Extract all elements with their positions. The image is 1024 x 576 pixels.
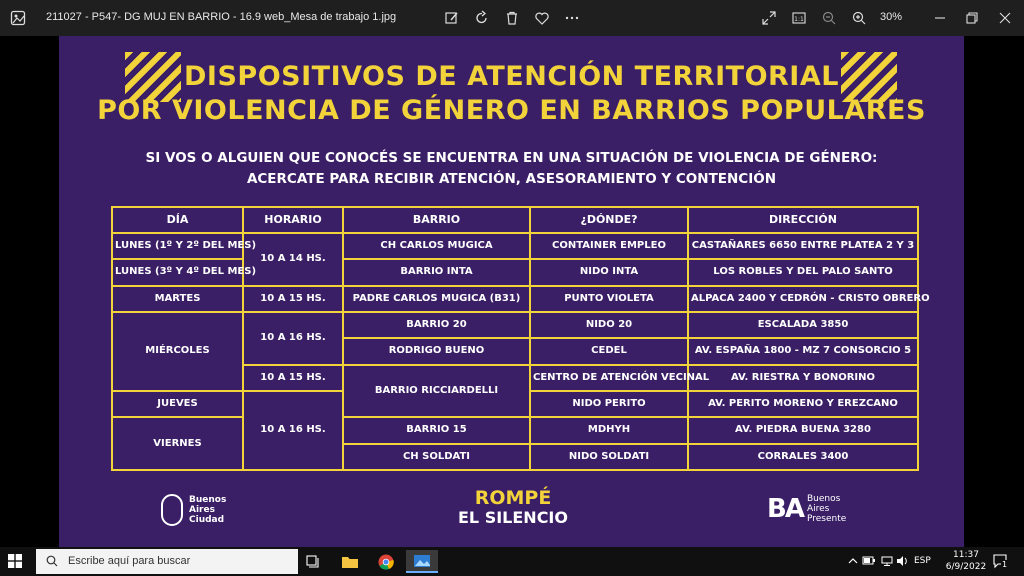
poster-title-line1: DISPOSITIVOS DE ATENCIÓN TERRITORIAL [184, 61, 839, 92]
photos-taskbar-button[interactable] [406, 550, 438, 573]
logo-text-silencio: EL SILENCIO [458, 508, 568, 527]
logo-text: Aires [189, 505, 215, 515]
donde-cell: CEDEL [530, 338, 688, 364]
photos-icon [413, 554, 431, 568]
poster-subtitle [59, 148, 964, 190]
schedule-table [111, 206, 930, 471]
table-header-row [112, 207, 918, 233]
hours-cell: 10 A 15 HS. [243, 365, 343, 391]
restore-button[interactable] [962, 8, 982, 28]
direccion-cell: LOS ROBLES Y DEL PALO SANTO [688, 259, 918, 285]
direccion-cell: AV. ESPAÑA 1800 - MZ 7 CONSORCIO 5 [688, 338, 918, 364]
chrome-button[interactable] [370, 550, 402, 573]
zoom-out-icon [821, 10, 837, 26]
zoom-in-button[interactable] [849, 8, 869, 28]
logo-text: Ciudad [189, 515, 225, 525]
clock-date: 6/9/2022 [945, 562, 987, 572]
fullscreen-button[interactable] [759, 8, 779, 28]
heart-icon [534, 10, 550, 26]
buenos-aires-ciudad-logo [161, 494, 226, 526]
day-cell: MARTES [112, 286, 243, 312]
photos-app-icon [10, 10, 26, 26]
day-cell: VIERNES [112, 417, 243, 470]
restore-icon [964, 10, 980, 26]
logo-text-rompe: ROMPÉ [474, 487, 552, 509]
file-explorer-button[interactable] [334, 550, 366, 573]
direccion-cell: AV. PERITO MORENO Y EREZCANO [688, 391, 918, 417]
day-cell: MIÉRCOLES [112, 312, 243, 391]
rompe-el-silencio-logo [457, 488, 569, 528]
search-placeholder: Escribe aquí para buscar [68, 555, 191, 567]
table-row [112, 259, 918, 285]
donde-cell: PUNTO VIOLETA [530, 286, 688, 312]
poster-subtitle-line1: SI VOS O ALGUIEN QUE CONOCÉS SE ENCUENTRA EN UNA SITUACIÓN DE VIOLENCIA DE GÉNERO: [145, 150, 878, 166]
donde-cell: NIDO 20 [530, 312, 688, 338]
expand-icon [761, 10, 777, 26]
favorite-button[interactable] [532, 8, 552, 28]
donde-cell: NIDO INTA [530, 259, 688, 285]
direccion-cell: AV. PIEDRA BUENA 3280 [688, 417, 918, 443]
logo-text: Buenos [189, 495, 227, 505]
city-seal-icon [161, 494, 183, 526]
poster-subtitle-line2: ACERCATE PARA RECIBIR ATENCIÓN, ASESORAMIENTO Y CONTENCIÓN [246, 171, 777, 187]
direccion-cell: AV. RIESTRA Y BONORINO [688, 365, 918, 391]
column-header: HORARIO [243, 207, 343, 233]
column-header: DÍA [112, 207, 243, 233]
more-options-button[interactable] [562, 8, 582, 28]
folder-icon [341, 555, 359, 569]
barrio-cell: PADRE CARLOS MUGICA (B31) [343, 286, 530, 312]
column-header: BARRIO [343, 207, 530, 233]
more-dots-icon [564, 10, 580, 26]
notifications-button[interactable] [992, 553, 1008, 569]
svg-text:1:1: 1:1 [794, 16, 804, 23]
barrio-cell: BARRIO 15 [343, 417, 530, 443]
image-viewer[interactable] [0, 36, 1024, 547]
edit-image-button[interactable] [442, 8, 462, 28]
minimize-icon [932, 10, 948, 26]
ba-mark: BA [767, 494, 803, 524]
barrio-cell: RODRIGO BUENO [343, 338, 530, 364]
actual-size-icon [791, 10, 807, 26]
column-header: ¿DÓNDE? [530, 207, 688, 233]
zoom-out-button[interactable] [819, 8, 839, 28]
hours-cell: 10 A 15 HS. [243, 286, 343, 312]
poster-title-line2: POR VIOLENCIA DE GÉNERO EN BARRIOS POPULARES [97, 95, 926, 126]
direccion-cell: CASTAÑARES 6650 ENTRE PLATEA 2 Y 3 [688, 233, 918, 259]
barrio-cell: BARRIO INTA [343, 259, 530, 285]
trash-icon [504, 10, 520, 26]
clock[interactable] [944, 549, 988, 573]
delete-button[interactable] [502, 8, 522, 28]
poster-image [59, 36, 964, 547]
day-cell: JUEVES [112, 391, 243, 417]
day-cell: LUNES (3º Y 4º DEL MES) [112, 259, 243, 285]
direccion-cell: CORRALES 3400 [688, 444, 918, 470]
donde-cell: CENTRO DE ATENCIÓN VECINAL [530, 365, 688, 391]
barrio-cell: CH SOLDATI [343, 444, 530, 470]
edit-image-icon [444, 10, 460, 26]
clock-time: 11:37 [953, 550, 979, 560]
window-title: 211027 - P547- DG MUJ EN BARRIO - 16.9 web_Mesa de trabajo 1.jpg [46, 11, 397, 23]
task-view-icon [306, 555, 322, 569]
taskbar [0, 547, 1024, 576]
hours-cell: 10 A 16 HS. [243, 312, 343, 365]
barrio-cell: CH CARLOS MUGICA [343, 233, 530, 259]
actual-size-button[interactable] [789, 8, 809, 28]
battery-icon[interactable] [862, 555, 876, 567]
table-row [112, 312, 918, 338]
donde-cell: NIDO SOLDATI [530, 444, 688, 470]
chrome-icon [378, 554, 394, 570]
table-row [112, 233, 918, 259]
ba-presente-logo [767, 494, 846, 524]
day-cell: LUNES (1º Y 2º DEL MES) [112, 233, 243, 259]
taskbar-search-box[interactable] [36, 549, 298, 574]
search-icon [46, 555, 58, 567]
donde-cell: CONTAINER EMPLEO [530, 233, 688, 259]
hours-cell: 10 A 16 HS. [243, 391, 343, 470]
rotate-icon [474, 10, 490, 26]
minimize-button[interactable] [930, 8, 950, 28]
table-row [112, 417, 918, 443]
poster-title [59, 60, 964, 128]
close-button[interactable] [995, 8, 1015, 28]
donde-cell: MDHYH [530, 417, 688, 443]
logo-text: Aires [806, 504, 830, 514]
rotate-button[interactable] [472, 8, 492, 28]
task-view-button[interactable] [298, 550, 330, 573]
zoom-in-icon [851, 10, 867, 26]
column-header: DIRECCIÓN [688, 207, 918, 233]
barrio-cell: BARRIO 20 [343, 312, 530, 338]
language-indicator[interactable]: ESP [914, 556, 931, 566]
donde-cell: NIDO PERITO [530, 391, 688, 417]
direccion-cell: ESCALADA 3850 [688, 312, 918, 338]
barrio-cell: BARRIO RICCIARDELLI [343, 365, 530, 418]
direccion-cell: ALPACA 2400 Y CEDRÓN - CRISTO OBRERO [688, 286, 918, 312]
close-icon [997, 10, 1013, 26]
notification-count: 1 [1002, 560, 1008, 569]
title-bar [0, 0, 1024, 36]
table-row [112, 286, 918, 312]
zoom-level: 30% [880, 11, 903, 23]
hours-cell: 10 A 14 HS. [243, 233, 343, 286]
volume-icon[interactable] [896, 555, 910, 567]
network-icon[interactable] [880, 555, 894, 567]
windows-start-icon[interactable] [8, 554, 22, 568]
chevron-up-icon[interactable] [848, 556, 858, 566]
logo-text: Buenos [806, 494, 841, 504]
logo-text: Presente [806, 514, 847, 524]
